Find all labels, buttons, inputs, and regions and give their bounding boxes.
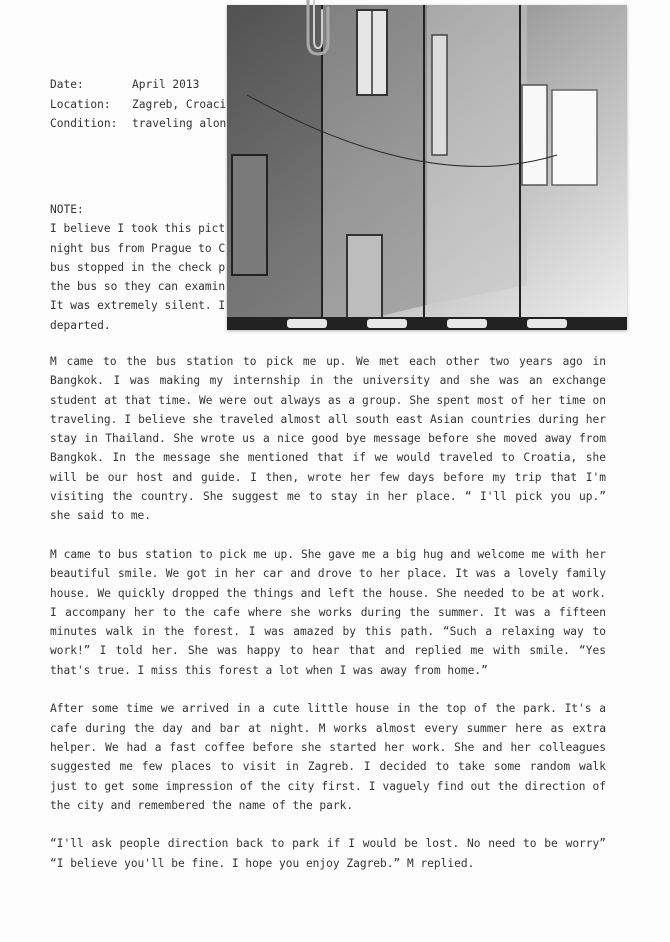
note-heading: NOTE: (50, 203, 84, 216)
condition-value: traveling alon (132, 117, 227, 130)
note-line: It was extremely silent. I (50, 299, 226, 313)
photo-illustration (227, 5, 627, 330)
location-row (50, 95, 226, 115)
paragraph: M came to the bus station to pick me up. We met each other two years ago in Bangkok. I was making my internship in the university and she was an exchange student at that time. We were out always as a group. She spent most of her time on traveling. I believe she traveled almost all south east Asian countries during her stay in Thailand. She wrote us a nice good bye message before she moved away from Bangkok. In the message she mentioned that if we would traveled to Croatia, she will be our host and guide. I then, wrote her few days before my trip that I'm visiting the country. She suggest me to stay in her place. “ I'll pick you up.” she said to me. (50, 355, 606, 523)
note-line: the bus so they can examin (50, 280, 226, 294)
note-line: bus stopped in the check p (50, 260, 226, 274)
condition-label: Condition: (50, 117, 118, 130)
date-row (50, 75, 226, 95)
paragraph: M came to bus station to pick me up. She gave me a big hug and welcome me with her beautiful smile. We got in her car and drove to her place. It was a lovely family house. We quickly dropped the things and left the house. She needed to be at work. I accompany her to the cafe where she works during the summer. It was a fifteen minutes walk in the forest. I was amazed by this path. “Such a relaxing way to work!” I told her. She was happy to hear that and replied me with smile. “Yes that's true. I miss this forest a lot when I was away from home.” (50, 547, 606, 677)
note-line: I believe I took this pict (50, 222, 226, 236)
location-value: Zagreb, Croaci (132, 97, 227, 111)
condition-row (50, 114, 226, 134)
metadata-block (50, 75, 226, 134)
paperclip-icon (298, 0, 338, 60)
date-label: Date: (50, 78, 84, 91)
date-value: April 2013 (132, 78, 200, 91)
paragraph: After some time we arrived in a cute little house in the top of the park. It's a cafe during the day and bar at night. M works almost every summer here as extra helper. We had a fast coffee before she started her work. She and her colleagues suggested me few places to visit in Zagreb. I decided to take some random walk just to get some impression of the city first. I vaguely find out the direction of the city and remembered the name of the park. (50, 702, 606, 812)
note-line: night bus from Prague to C (50, 241, 226, 255)
note-line: departed. (50, 318, 111, 332)
courtyard-photo (227, 5, 627, 330)
location-label: Location: (50, 97, 111, 111)
body-text (50, 352, 606, 892)
paragraph: “I'll ask people direction back to park if I would be lost. No need to be worry” “I believe you'll be fine. I hope you enjoy Zagreb.” M replied. (50, 837, 606, 870)
